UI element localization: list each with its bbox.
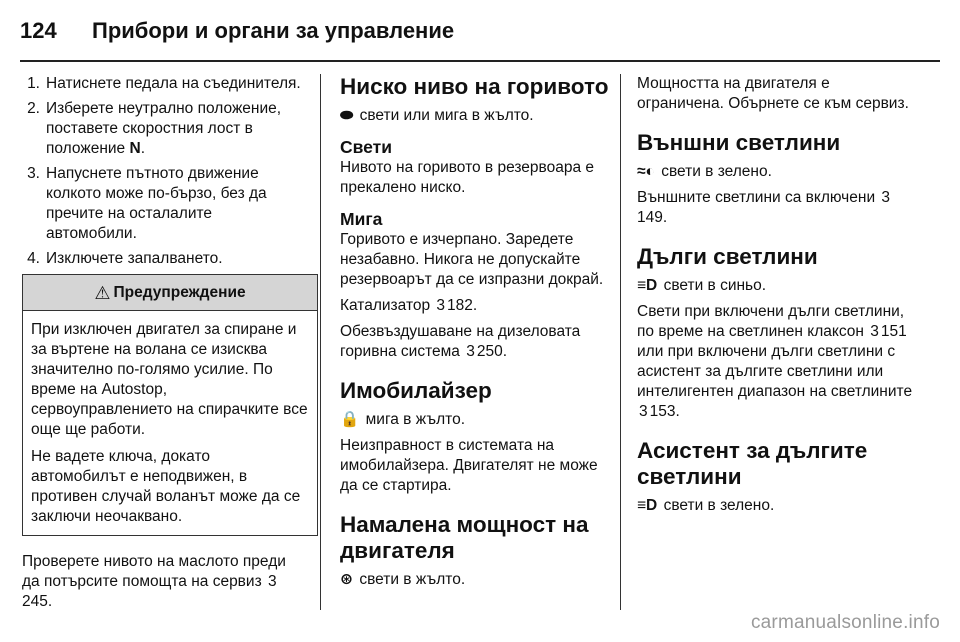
column-middle	[340, 74, 610, 596]
high-beam-status: ≡D свети в синьо.	[637, 277, 767, 294]
immobilizer-icon: 🔒	[340, 411, 360, 428]
miga-text: Горивото е изчерпано. Заредете незабавно. Никога не допускайте резервоарът да се изпразни докрай.	[340, 231, 604, 288]
fuel-indicator-icon: ⬬	[340, 107, 354, 124]
exterior-lights-text: Външните светлини са включени 3149.	[637, 189, 891, 226]
high-beam-text: Свети при включени дълги светлини, по време на светлинен клаксон 3 151 или при включени дълги светлини с асистент за дългите светлини или интелигентен диапазон на светлините 3 153.	[637, 303, 913, 420]
catalyst-ref: Катализатор 3 182.	[340, 297, 478, 314]
bleed-ref: Обезвъздушаване на дизеловата горивна система 3 250.	[340, 323, 581, 360]
high-beam-assist-icon: ≡D	[637, 497, 658, 514]
page-number: 124	[20, 18, 57, 43]
header-divider	[20, 60, 940, 62]
exterior-lights-icon: ≈◐	[637, 163, 655, 180]
sveti-text: Нивото на горивото в резервоара е прекалено ниско.	[340, 159, 595, 196]
reduced-power-text: Мощността на двигателя е ограничена. Обърнете се към сервиз.	[637, 75, 909, 112]
column-divider	[320, 74, 321, 610]
page-ref-arrow-icon: 3	[466, 343, 475, 360]
steps-list	[27, 74, 306, 269]
column-left	[22, 74, 308, 618]
page-ref-arrow-icon: 3	[881, 189, 891, 206]
subsection-title-miga: Мига	[340, 209, 383, 229]
warning-paragraph: При изключен двигател за спиране и за въртене на волана се изисква значително по-голямо усилие. По време на Autostop, сервоуправлението на спирачките все още ще работи.	[31, 321, 308, 438]
page-ref-arrow-icon: 3	[436, 297, 446, 314]
warning-paragraph: Не вадете ключа, докато автомобилът е неподвижен, в противен случай воланът може да се заключи неочаквано.	[31, 448, 301, 525]
subsection-title-sveti: Свети	[340, 137, 392, 157]
page-ref-arrow-icon: 3	[639, 403, 648, 420]
page-ref-arrow-icon: 3	[268, 573, 277, 590]
exterior-lights-status: ≈◐ свети в зелено.	[637, 163, 772, 180]
list-item: 1. Натиснете педала на съединителя.	[27, 75, 301, 92]
warning-triangle-icon: ⚠	[94, 282, 111, 303]
page-title: Прибори и органи за управление	[92, 18, 455, 43]
section-title-immobilizer: Имобилайзер	[340, 378, 492, 403]
list-item: 4. Изключете запалването.	[27, 250, 223, 267]
page-header	[20, 18, 454, 48]
warning-box	[22, 274, 318, 536]
oil-check-paragraph: Проверете нивото на маслото преди да потърсите помощта на сервиз 3245.	[22, 553, 286, 610]
section-title-reduced-power: Намалена мощност на двигателя	[340, 512, 589, 563]
column-divider	[620, 74, 621, 610]
list-item: 3. Напуснете пътното движение колкото може по-бързо, без да пречите на осталалите автомобили.	[27, 165, 267, 242]
high-beam-assist-status: ≡D свети в зелено.	[637, 497, 775, 514]
list-item: 2. Изберете неутрално положение, поставете скоростния лост в положение N.	[27, 100, 282, 157]
warning-header	[23, 275, 317, 311]
page-ref-arrow-icon: 3	[870, 323, 879, 340]
column-right	[637, 74, 917, 522]
section-title-high-beam: Дълги светлини	[637, 244, 818, 269]
fuel-status: ⬬ свети или мига в жълто.	[340, 107, 534, 124]
section-title-high-beam-assist: Асистент за дългите светлини	[637, 438, 868, 489]
warning-title: Предупреждение	[113, 283, 246, 301]
watermark: carmanualsonline.info	[750, 612, 940, 633]
high-beam-icon: ≡D	[637, 277, 658, 294]
engine-power-icon: ⊛	[340, 571, 353, 588]
section-title-exterior-lights: Външни светлини	[637, 130, 841, 155]
reduced-power-status: ⊛ свети в жълто.	[340, 571, 466, 588]
immobilizer-text: Неизправност в системата на имобилайзера. Двигателят не може да се стартира.	[340, 437, 598, 494]
warning-body	[23, 311, 317, 535]
immobilizer-status: 🔒 мига в жълто.	[340, 411, 466, 428]
section-title-fuel: Ниско ниво на горивото	[340, 74, 609, 99]
